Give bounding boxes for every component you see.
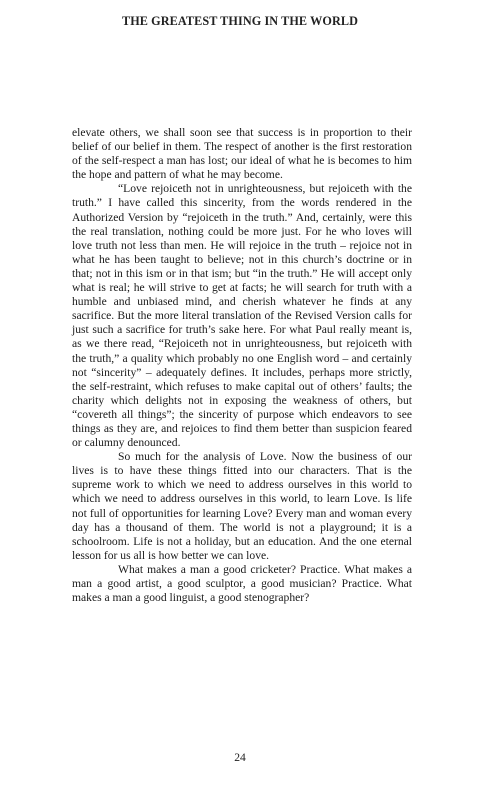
- paragraph-rejoiceth: “Love rejoiceth not in unrighteousness, but rejoiceth with the truth.” I have called this sincerity, from the words rendered in the Authorized Version by “rejoiceth in the truth.” And, certainly, were this the real translation, nothing could be more just. For he who loves will love truth not less than men. He will rejoice in the truth – rejoice not in what he has been taught to believe; not in this church’s doctrine or in that; not in this ism or in that ism; but “in the truth.” He will accept only what is real; he will strive to get at facts; he will search for truth with a humble and unbiased mind, and cherish whatever he finds at any sacrifice. But the more literal translation of the Revised Version calls for just such a sacrifice for truth’s sake here. For what Paul really meant is, as we there read, “Rejoiceth not in unrighteousness, but rejoiceth with the truth,” a quality which probably no one English word – and certainly not “sincerity” – adequately defines. It includes, perhaps more strictly, the self-restraint, which refuses to make capital out of others’ faults; the charity which delights not in exposing the weakness of others, but “covereth all things”; the sincerity of purpose which endeavors to see things as they are, and rejoices to find them better than suspicion feared or calumny denounced.: [72, 182, 412, 450]
- paragraph-continued: elevate others, we shall soon see that success is in proportion to their belief of our belief in them. The respect of another is the first restoration of the self-respect a man has lost; our ideal of what he is becomes to him the hope and pattern of what he may become.: [72, 126, 412, 182]
- body-text: [72, 126, 412, 605]
- running-head: THE GREATEST THING IN THE WORLD: [122, 14, 358, 28]
- paragraph-analysis-of-love: So much for the analysis of Love. Now the business of our lives is to have these things fitted into our characters. That is the supreme work to which we need to address ourselves in this world to which we need to address ourselves in this world, to learn Love. Is life not full of opportunities for learning Love? Every man and woman every day has a thousand of them. The world is not a playground; it is a schoolroom. Life is not a holiday, but an education. And the one eternal lesson for us all is how better we can love.: [72, 450, 412, 562]
- page-number: 24: [234, 751, 246, 764]
- paragraph-practice: What makes a man a good cricketer? Practice. What makes a man a good artist, a good sculptor, a good musician? Practice. What makes a man a good linguist, a good stenographer?: [72, 562, 412, 605]
